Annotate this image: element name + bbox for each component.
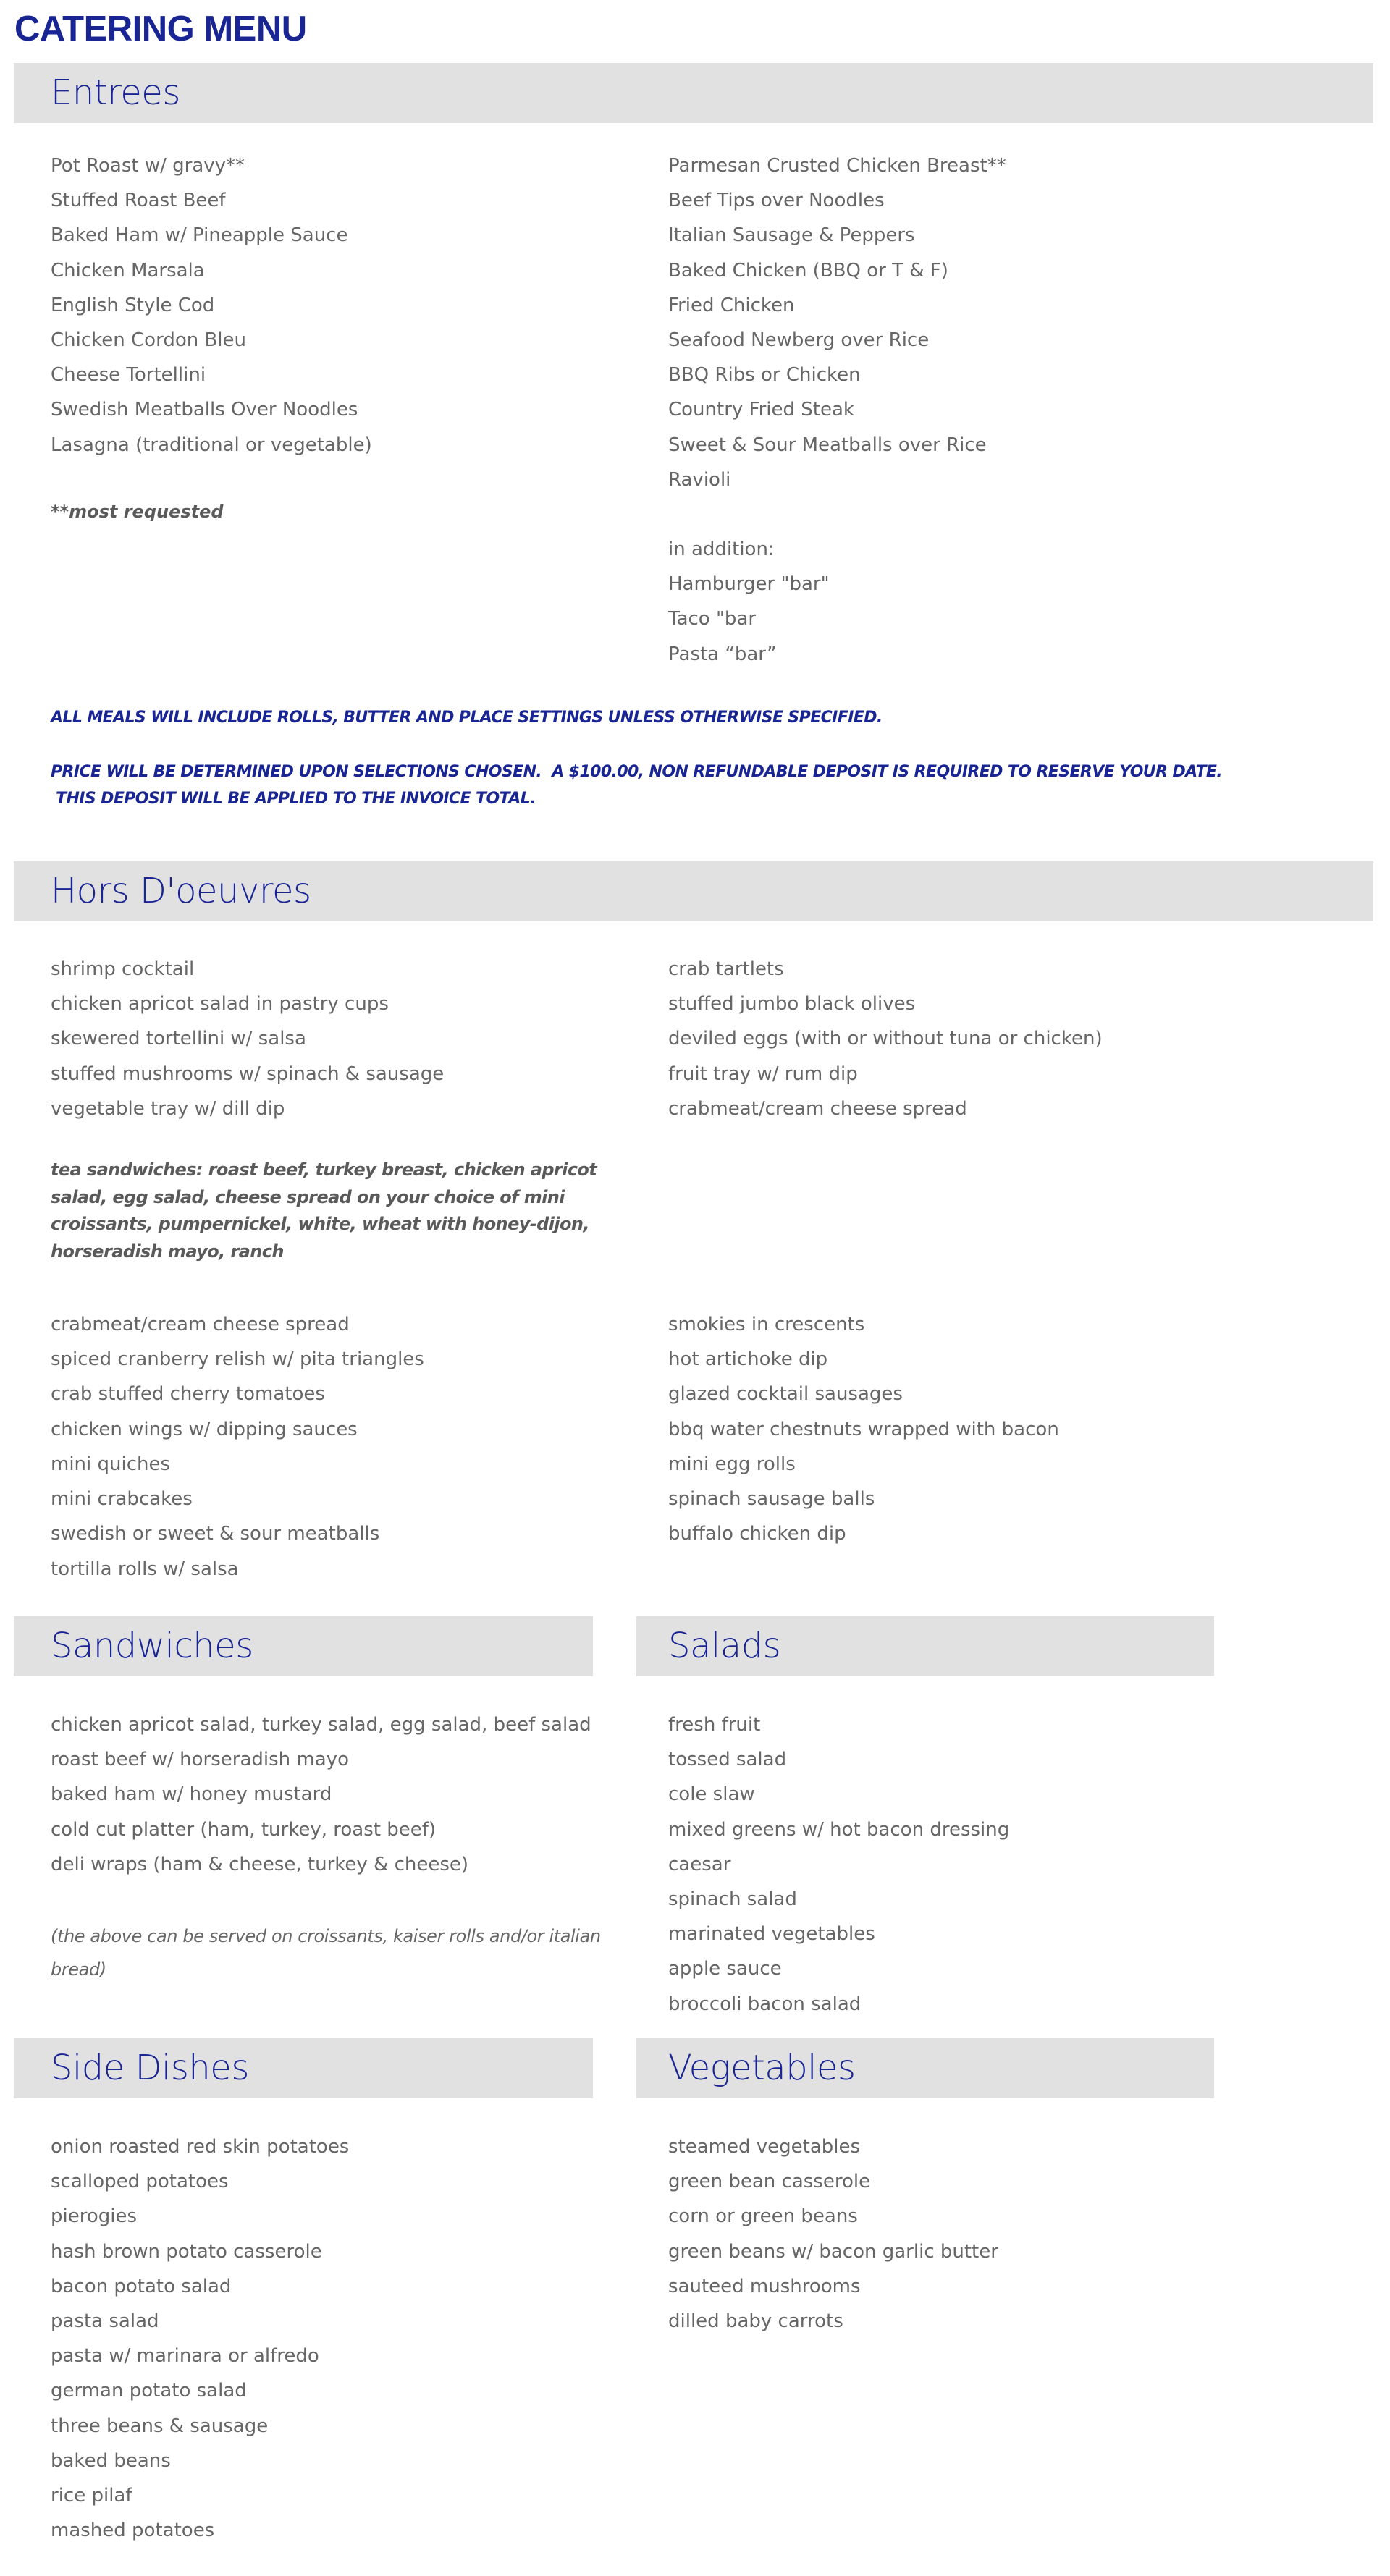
menu-item: green bean casserole [668, 2171, 871, 2193]
section-heading: Entrees [51, 72, 180, 113]
menu-item: pasta w/ marinara or alfredo [51, 2345, 319, 2368]
menu-item: steamed vegetables [668, 2136, 861, 2158]
menu-item: Italian Sausage & Peppers [668, 224, 915, 247]
menu-item: cole slaw [668, 1783, 755, 1806]
menu-item: Parmesan Crusted Chicken Breast** [668, 155, 1006, 177]
hors-group2-right-list [668, 1307, 1059, 1551]
menu-item: Cheese Tortellini [51, 364, 206, 387]
menu-item: English Style Cod [51, 294, 215, 316]
menu-item: dilled baby carrots [668, 2310, 843, 2332]
menu-item: skewered tortellini w/ salsa [51, 1028, 306, 1050]
menu-item: deli wraps (ham & cheese, turkey & cheese) [51, 1853, 469, 1875]
menu-item: crabmeat/cream cheese spread [668, 1097, 967, 1120]
menu-item: Swedish Meatballs Over Noodles [51, 399, 358, 421]
menu-item: scalloped potatoes [51, 2171, 229, 2193]
menu-item: mashed potatoes [51, 2520, 215, 2542]
most-requested-note: **most requested [51, 502, 224, 522]
side-dishes-list [51, 2129, 349, 2548]
menu-item: sauteed mushrooms [668, 2275, 861, 2297]
section-header-entrees [14, 63, 1373, 123]
menu-item: bbq water chestnuts wrapped with bacon [668, 1418, 1059, 1440]
section-header-hors-doeuvres [14, 861, 1373, 921]
menu-item: three beans & sausage [51, 2415, 269, 2437]
menu-item: spinach sausage balls [668, 1487, 875, 1510]
menu-item: BBQ Ribs or Chicken [668, 364, 861, 387]
menu-item: Beef Tips over Noodles [668, 190, 885, 212]
menu-item: crabmeat/cream cheese spread [51, 1314, 350, 1335]
in-addition-label: in addition: [668, 539, 775, 561]
menu-item: mixed greens w/ hot bacon dressing [668, 1818, 1010, 1841]
menu-item: shrimp cocktail [51, 958, 195, 980]
menu-item: chicken wings w/ dipping sauces [51, 1418, 358, 1440]
section-header-side-dishes [14, 2038, 593, 2098]
section-heading: Side Dishes [51, 2048, 249, 2088]
menu-item: baked beans [51, 2449, 171, 2472]
menu-item: onion roasted red skin potatoes [51, 2136, 350, 2158]
menu-item: spinach salad [668, 1888, 797, 1910]
menu-item: broccoli bacon salad [668, 1993, 862, 2015]
section-heading: Salads [668, 1626, 781, 1666]
menu-item: cold cut platter (ham, turkey, roast beef) [51, 1818, 436, 1841]
menu-item: roast beef w/ horseradish mayo [51, 1749, 349, 1771]
menu-item: crab stuffed cherry tomatoes [51, 1383, 325, 1406]
tea-sandwiches-note: tea sandwiches: roast beef, turkey breast, chicken apricot salad, egg salad, cheese spread on your choice of mini croissants, pumpernickel, white, wheat with honey-dijon, horseradish mayo, ranch [51, 1160, 597, 1262]
section-heading: Vegetables [668, 2048, 856, 2088]
menu-item: mini egg rolls [668, 1453, 796, 1475]
menu-item: vegetable tray w/ dill dip [51, 1097, 285, 1120]
menu-item: corn or green beans [668, 2205, 858, 2228]
menu-item: tossed salad [668, 1749, 787, 1771]
menu-item: Hamburger "bar" [668, 573, 830, 596]
salads-list [668, 1707, 1009, 2022]
menu-item: Stuffed Roast Beef [51, 190, 226, 212]
menu-item: pasta salad [51, 2310, 159, 2332]
meals-include-notice: ALL MEALS WILL INCLUDE ROLLS, BUTTER AND PLACE SETTINGS UNLESS OTHERWISE SPECIFIED. [51, 709, 883, 727]
menu-item: crab tartlets [668, 958, 784, 980]
sandwiches-list [51, 1707, 591, 1882]
menu-item: hash brown potato casserole [51, 2240, 322, 2263]
price-deposit-notice-line2: THIS DEPOSIT WILL BE APPLIED TO THE INVOICE TOTAL. [51, 790, 536, 808]
menu-item: fresh fruit [668, 1714, 761, 1736]
entrees-left-list [51, 148, 372, 463]
hors-group2-left-list [51, 1307, 424, 1551]
menu-item: swedish or sweet & sour meatballs [51, 1523, 380, 1545]
menu-item: apple sauce [668, 1958, 782, 1980]
menu-item: chicken apricot salad, turkey salad, egg salad, beef salad [51, 1714, 591, 1736]
menu-item: green beans w/ bacon garlic butter [668, 2240, 998, 2263]
menu-item: hot artichoke dip [668, 1348, 828, 1371]
menu-item: stuffed mushrooms w/ spinach & sausage [51, 1063, 445, 1085]
menu-item: caesar [668, 1853, 731, 1875]
hors-group2-left-extra [51, 1552, 239, 1587]
menu-item: pierogies [51, 2205, 138, 2228]
menu-item: rice pilaf [51, 2484, 132, 2507]
menu-item: Country Fried Steak [668, 399, 854, 421]
menu-item: chicken apricot salad in pastry cups [51, 993, 389, 1015]
page-title: CATERING MENU [14, 9, 307, 48]
menu-item: Chicken Cordon Bleu [51, 329, 247, 351]
entrees-right-list [668, 148, 1006, 672]
menu-item: Pasta “bar” [668, 643, 777, 665]
menu-item: baked ham w/ honey mustard [51, 1783, 332, 1806]
menu-item: bacon potato salad [51, 2275, 232, 2297]
menu-item: deviled eggs (with or without tuna or chicken) [668, 1028, 1103, 1050]
price-deposit-notice-line1: PRICE WILL BE DETERMINED UPON SELECTIONS CHOSEN. A $100.00, NON REFUNDABLE DEPOSIT IS REQUIRED TO RESERVE YOUR DATE. [51, 763, 1223, 781]
menu-item: fruit tray w/ rum dip [668, 1063, 858, 1085]
bread-options-note: (the above can be served on croissants, kaiser rolls and/or italian bread) [51, 1926, 601, 1980]
menu-item: tortilla rolls w/ salsa [51, 1558, 239, 1580]
menu-item: Fried Chicken [668, 294, 795, 316]
menu-item: Baked Chicken (BBQ or T & F) [668, 259, 948, 282]
menu-item: smokies in crescents [668, 1314, 865, 1335]
menu-item: Ravioli [668, 468, 731, 491]
section-header-salads [636, 1616, 1214, 1676]
section-heading: Sandwiches [51, 1626, 253, 1666]
menu-item: Chicken Marsala [51, 259, 205, 282]
section-header-sandwiches [14, 1616, 593, 1676]
menu-item: Seafood Newberg over Rice [668, 329, 930, 351]
menu-item: glazed cocktail sausages [668, 1383, 903, 1406]
section-heading: Hors D'oeuvres [51, 871, 311, 911]
section-header-vegetables [636, 2038, 1214, 2098]
hors-group1-left-list [51, 952, 444, 1126]
menu-item: marinated vegetables [668, 1923, 875, 1946]
menu-item: Sweet & Sour Meatballs over Rice [668, 434, 987, 456]
menu-item: stuffed jumbo black olives [668, 993, 916, 1015]
hors-group1-right-list [668, 952, 1103, 1126]
menu-item: Pot Roast w/ gravy** [51, 155, 245, 177]
menu-item: Lasagna (traditional or vegetable) [51, 434, 372, 456]
menu-item: mini crabcakes [51, 1487, 193, 1510]
menu-item: buffalo chicken dip [668, 1523, 846, 1545]
vegetables-list [668, 2129, 998, 2339]
menu-item: german potato salad [51, 2380, 247, 2402]
menu-item: Taco "bar [668, 608, 757, 630]
menu-item: mini quiches [51, 1453, 171, 1475]
menu-item: Baked Ham w/ Pineapple Sauce [51, 224, 348, 247]
menu-item: spiced cranberry relish w/ pita triangles [51, 1348, 424, 1371]
